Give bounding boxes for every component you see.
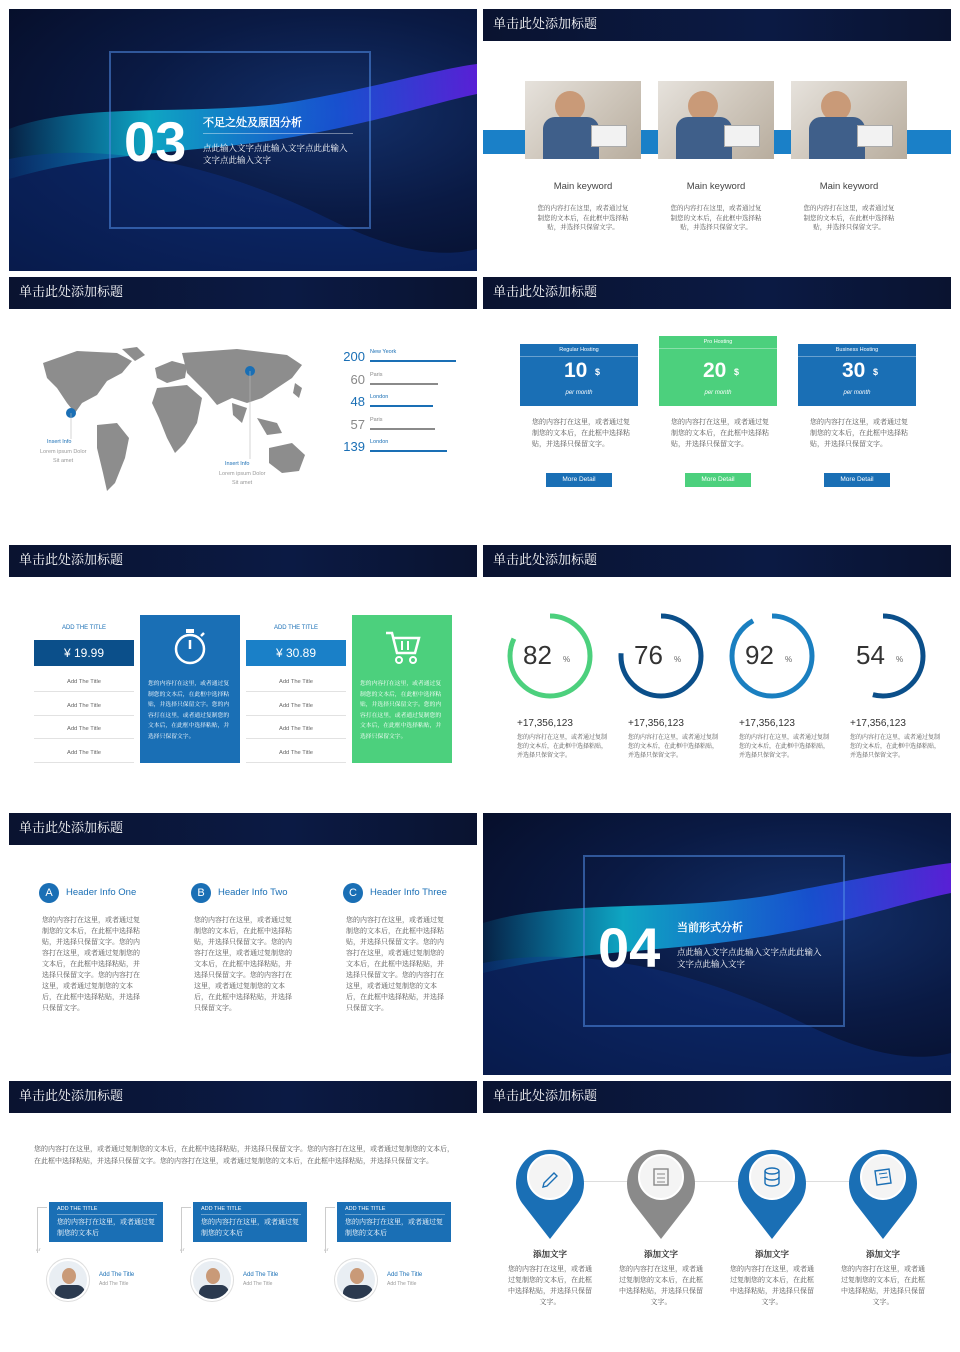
section-desc: 点此输入文字点此输入文字点此此输入文字点此输入文字 — [203, 144, 348, 166]
slide-percent-rings — [483, 545, 951, 807]
section-number: 04 — [598, 916, 661, 979]
keyword-text: 您的内容打在这里，或者通过复制您的文本后，在此框中选择粘贴，并选择只保留文字。 — [803, 204, 895, 231]
plan-currency: $ — [734, 367, 740, 377]
laptop — [857, 125, 893, 147]
badge-c: C — [343, 883, 363, 903]
badge-b: B — [191, 883, 211, 903]
avatar — [335, 1259, 377, 1301]
laptop — [724, 125, 760, 147]
pin-sub-2b: Sit amet — [232, 480, 253, 486]
worker-photo — [791, 81, 907, 159]
table-row: Add The Title — [246, 696, 346, 716]
card-tag: ADD THE TITLE — [201, 1206, 242, 1212]
slide-header[interactable]: 单击此处添加标题 — [483, 9, 951, 41]
card-divider — [201, 1214, 301, 1215]
stat-label: Paris — [370, 416, 383, 423]
ring-stat: +17,356,123 — [517, 718, 573, 729]
stat-bar — [370, 450, 447, 452]
keyword-text: 您的内容打在这里，或者通过复制您的文本后，在此框中选择粘贴，并选择只保留文字。 — [670, 204, 762, 231]
col2-panel — [140, 615, 240, 763]
card-tag: ADD THE TITLE — [57, 1206, 98, 1212]
person-title: Add The Title — [99, 1281, 129, 1287]
slide-section-04 — [483, 813, 951, 1075]
quote-mark: “ — [35, 1246, 42, 1260]
ring-stat: +17,356,123 — [628, 718, 684, 729]
avatar-suit — [343, 1285, 373, 1301]
testimonial-card — [49, 1202, 163, 1242]
divider — [203, 133, 353, 134]
header-info-text: 您的内容打在这里，或者通过复制您的文本后，在此框中选择粘贴，并选择只保留文字。您的内容打在这里，或者通过复制您的文本后，在此框中选择粘贴，并选择只保留文字。您的内容打在这里，或者通过复制您的文本后，在此框中选择粘贴，并选择只保留文字。 — [42, 916, 140, 1012]
map-pin-shape — [732, 1141, 812, 1241]
slide-header[interactable]: 单击此处添加标题 — [9, 1081, 477, 1113]
ring-text: 您的内容打在这里，或者通过复制您的文本后，在此框中选择粘贴，并选择只保留文字。 — [739, 734, 830, 759]
plan-price: 20 — [703, 359, 727, 382]
shopping-cart-icon — [382, 625, 422, 667]
col2-text: 您的内容打在这里，或者通过复制您的文本后，在此框中选择粘贴，并选择只保留文字。您的内容打在这里，或者通过复制您的文本后，在此框中选择粘贴，并选择只保留文字。 — [148, 681, 230, 740]
avatar-suit — [55, 1285, 85, 1301]
map-pin-shape — [843, 1141, 923, 1241]
avatar-head — [206, 1268, 220, 1284]
stat-label: London — [370, 439, 389, 445]
table-row: Add The Title — [246, 719, 346, 739]
map-pin-shape — [510, 1141, 590, 1241]
card-divider — [57, 1214, 157, 1215]
ring-text: 您的内容打在这里，或者通过复制您的文本后，在此框中选择粘贴，并选择只保留文字。 — [850, 734, 941, 759]
table-row: Add The Title — [246, 743, 346, 763]
header-info-title: Header Info One — [66, 887, 137, 898]
plan-period: per month — [704, 390, 732, 396]
person-name: Add The Title — [243, 1272, 279, 1278]
slide-keywords — [483, 9, 951, 271]
slide-price-table — [9, 545, 477, 807]
card-text: 您的内容打在这里，或者通过复制您的文本后 — [57, 1218, 155, 1237]
plan-name: Business Hosting — [835, 347, 879, 353]
stat-label: Paris — [370, 371, 383, 378]
keyword-label: Main keyword — [819, 181, 879, 192]
stat-value: 57 — [350, 416, 365, 432]
ring-stat: +17,356,123 — [739, 718, 795, 729]
pin-title: 添加文字 — [865, 1250, 900, 1260]
person-title: Add The Title — [387, 1281, 417, 1287]
pin-sub-1b: Sit amet — [53, 458, 74, 464]
pin-label-1: Insert Info — [47, 439, 72, 445]
header-info-title: Header Info Two — [218, 887, 288, 898]
ring-percent: % — [896, 655, 904, 664]
pin-text: 您的内容打在这里，或者通过复制您的文本后，在此框中选择粘贴，并选择只保留文字。 — [841, 1265, 925, 1306]
plan-price: 30 — [842, 359, 866, 382]
col3-title: ADD THE TITLE — [273, 625, 319, 631]
keyword-label: Main keyword — [686, 181, 746, 192]
card-text: 您的内容打在这里，或者通过复制您的文本后 — [345, 1218, 443, 1237]
section-desc: 点此输入文字点此输入文字点此此输入文字点此输入文字 — [677, 948, 822, 970]
plan-price: 10 — [564, 359, 588, 382]
header-info-text: 您的内容打在这里，或者通过复制您的文本后，在此框中选择粘贴，并选择只保留文字。您的内容打在这里，或者通过复制您的文本后，在此框中选择粘贴，并选择只保留文字。您的内容打在这里，或者通过复制您的文本后，在此框中选择粘贴，并选择只保留文字。 — [346, 916, 444, 1012]
avatar-suit — [199, 1285, 229, 1301]
col1-title: ADD THE TITLE — [61, 625, 107, 631]
stat-bar — [370, 428, 435, 430]
stat-value: 48 — [350, 394, 365, 409]
header-info-text: 您的内容打在这里，或者通过复制您的文本后，在此框中选择粘贴，并选择只保留文字。您的内容打在这里，或者通过复制您的文本后，在此框中选择粘贴，并选择只保留文字。您的内容打在这里，或者通过复制您的文本后，在此框中选择粘贴，并选择只保留文字。 — [194, 916, 292, 1012]
slide-header[interactable]: 单击此处添加标题 — [483, 277, 951, 309]
stat-bar — [370, 383, 438, 385]
plan-period: per month — [843, 390, 871, 396]
pin-title: 添加文字 — [532, 1250, 567, 1260]
section-title: 不足之处及原因分析 — [203, 116, 302, 129]
plan-period: per month — [565, 390, 593, 396]
table-row: Add The Title — [34, 743, 134, 763]
table-row: Add The Title — [34, 719, 134, 739]
testimonial-card — [193, 1202, 307, 1242]
col3-price: ¥ 30.89 — [246, 640, 346, 666]
stat-value: 60 — [350, 371, 365, 387]
plan-card — [798, 344, 916, 406]
table-row: Add The Title — [34, 672, 134, 692]
slide-pin-icons — [483, 1081, 951, 1343]
more-detail-button[interactable]: More Detail — [546, 473, 612, 487]
more-detail-button[interactable]: More Detail — [824, 473, 890, 487]
ring-percent: % — [785, 655, 793, 664]
quote-mark: “ — [323, 1246, 330, 1260]
person-name: Add The Title — [99, 1272, 135, 1278]
pin-text: 您的内容打在这里，或者通过复制您的文本后，在此框中选择粘贴，并选择只保留文字。 — [508, 1265, 592, 1306]
slide-header[interactable]: 单击此处添加标题 — [483, 1081, 951, 1113]
ring-stat: +17,356,123 — [850, 718, 906, 729]
plan-text: 您的内容打在这里，或者通过复制您的文本后，在此框中选择粘贴，并选择只保留文字。 — [671, 418, 769, 448]
world-map-image — [37, 343, 312, 493]
slide-header[interactable]: 单击此处添加标题 — [483, 545, 951, 577]
pin-label-2: Insert Info — [225, 461, 250, 467]
plan-currency: $ — [595, 367, 601, 377]
stopwatch-icon — [170, 625, 210, 667]
plan-text: 您的内容打在这里，或者通过复制您的文本后，在此框中选择粘贴，并选择只保留文字。 — [810, 418, 908, 448]
slide-header-info — [9, 813, 477, 1075]
section-title: 当前形式分析 — [677, 921, 743, 934]
avatar-head — [62, 1268, 76, 1284]
testimonial-card — [337, 1202, 451, 1242]
stat-bar — [370, 405, 433, 407]
stat-label: New Yeork — [370, 349, 397, 355]
stat-bar — [370, 360, 456, 362]
plan-card — [659, 336, 777, 406]
plan-divider — [520, 356, 638, 357]
ring-value: 76 — [634, 640, 663, 670]
keyword-text: 您的内容打在这里，或者通过复制您的文本后，在此框中选择粘贴，并选择只保留文字。 — [537, 204, 629, 231]
slide-world-map — [9, 277, 477, 539]
more-detail-button[interactable]: More Detail — [685, 473, 751, 487]
slide-header[interactable]: 单击此处添加标题 — [9, 277, 477, 309]
col4-panel — [352, 615, 452, 763]
plan-currency: $ — [873, 367, 879, 377]
person-name: Add The Title — [387, 1272, 423, 1278]
avatar-head — [350, 1268, 364, 1284]
plan-divider — [798, 356, 916, 357]
table-row: Add The Title — [34, 696, 134, 716]
badge-a: A — [39, 883, 59, 903]
pin-text: 您的内容打在这里，或者通过复制您的文本后，在此框中选择粘贴，并选择只保留文字。 — [619, 1265, 703, 1306]
stat-value: 139 — [343, 439, 365, 454]
header-info-title: Header Info Three — [370, 887, 447, 898]
section-number: 03 — [124, 110, 187, 173]
slide-pricing — [483, 277, 951, 539]
ring-percent: % — [563, 655, 571, 664]
slide-section-03 — [9, 9, 477, 271]
plan-text: 您的内容打在这里，或者通过复制您的文本后，在此框中选择粘贴，并选择只保留文字。 — [532, 418, 630, 448]
intro-text: 您的内容打在这里，或者通过复制您的文本后，在此框中选择粘贴，并选择只保留文字。您的内容打在这里，或者通过复制您的文本后，在此框中选择粘贴，并选择只保留文字。您的内容打在这里，或者通过复制您的文本后，在此框中选择粘贴，并选择只保留文字。 — [34, 1145, 454, 1165]
card-divider — [345, 1214, 445, 1215]
ring-value: 82 — [523, 640, 552, 670]
table-row: Add The Title — [246, 672, 346, 692]
ring-value: 54 — [856, 640, 885, 670]
avatar — [47, 1259, 89, 1301]
pin-title: 添加文字 — [643, 1250, 678, 1260]
ring-text: 您的内容打在这里，或者通过复制您的文本后，在此框中选择粘贴，并选择只保留文字。 — [517, 734, 608, 759]
plan-card — [520, 344, 638, 406]
keyword-label: Main keyword — [553, 181, 613, 192]
pin-sub-1a: Lorem ipsum Dolor — [40, 449, 87, 455]
worker-photo — [658, 81, 774, 159]
worker-photo — [525, 81, 641, 159]
col4-text: 您的内容打在这里，或者通过复制您的文本后，在此框中选择粘贴，并选择只保留文字。您的内容打在这里，或者通过复制您的文本后，在此框中选择粘贴，并选择只保留文字。 — [360, 681, 442, 740]
pin-text: 您的内容打在这里，或者通过复制您的文本后，在此框中选择粘贴，并选择只保留文字。 — [730, 1265, 814, 1306]
slide-testimonials — [9, 1081, 477, 1343]
card-text: 您的内容打在这里，或者通过复制您的文本后 — [201, 1218, 299, 1237]
card-tag: ADD THE TITLE — [345, 1206, 386, 1212]
slide-header[interactable]: 单击此处添加标题 — [9, 813, 477, 845]
ring-percent: % — [674, 655, 682, 664]
laptop — [591, 125, 627, 147]
plan-divider — [659, 348, 777, 349]
ring-text: 您的内容打在这里，或者通过复制您的文本后，在此框中选择粘贴，并选择只保留文字。 — [628, 734, 719, 759]
pin-sub-2a: Lorem ipsum Dolor — [219, 471, 266, 477]
col1-price: ¥ 19.99 — [34, 640, 134, 666]
plan-name: Regular Hosting — [559, 347, 599, 353]
person-title: Add The Title — [243, 1281, 273, 1287]
map-pin-shape — [621, 1141, 701, 1241]
quote-mark: “ — [179, 1246, 186, 1260]
avatar — [191, 1259, 233, 1301]
stat-value: 200 — [343, 349, 365, 364]
stat-label: London — [370, 394, 389, 400]
slide-header[interactable]: 单击此处添加标题 — [9, 545, 477, 577]
pin-title: 添加文字 — [754, 1250, 789, 1260]
ring-value: 92 — [745, 640, 774, 670]
plan-name: Pro Hosting — [703, 339, 733, 345]
